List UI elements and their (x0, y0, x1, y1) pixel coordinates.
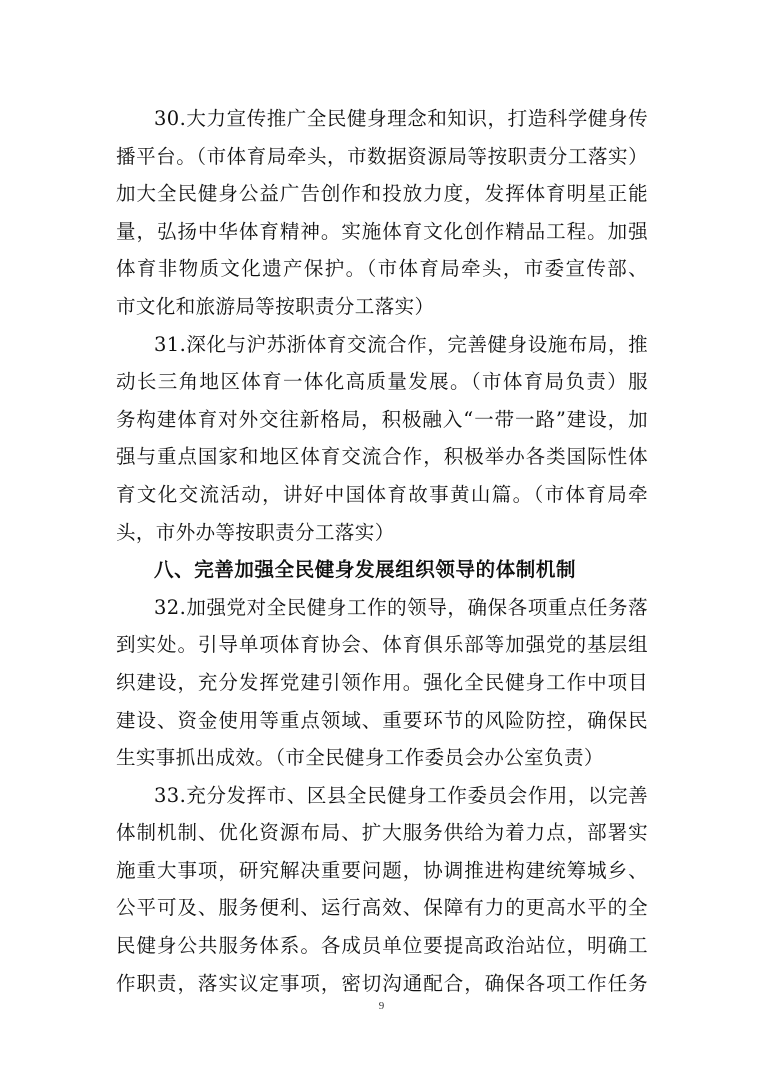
document-body (116, 100, 648, 1002)
paragraph-line: 体育非物质文化遗产保护。（市体育局牵头，市委宣传部、 (116, 257, 648, 281)
paragraph-line: 市文化和旅游局等按职责分工落实） (116, 294, 435, 318)
paragraph-line: 公平可及、服务便利、运行高效、保障有力的更高水平的全 (116, 896, 648, 920)
paragraph-line: 播平台。（市体育局牵头，市数据资源局等按职责分工落实） (116, 144, 648, 168)
paragraph-line: 织建设，充分发挥党建引领作用。强化全民健身工作中项目 (116, 670, 648, 694)
paragraph-line: 到实处。引导单项体育协会、体育俱乐部等加强党的基层组 (116, 633, 648, 657)
paragraph-line: 生实事抓出成效。（市全民健身工作委员会办公室负责） (116, 746, 604, 770)
paragraph-line: 施重大事项，研究解决重要问题，协调推进构建统筹城乡、 (116, 858, 648, 882)
paragraph-line: 量，弘扬中华体育精神。实施体育文化创作精品工程。加强 (116, 219, 648, 243)
paragraph-line: 31.深化与沪苏浙体育交流合作，完善健身设施布局，推 (154, 332, 648, 356)
paragraph-line: 32.加强党对全民健身工作的领导，确保各项重点任务落 (154, 595, 648, 619)
page-number: 9 (378, 1000, 385, 1012)
paragraph-line: 育文化交流活动，讲好中国体育故事黄山篇。（市体育局牵 (116, 482, 648, 506)
paragraph-line: 强与重点国家和地区体育交流合作，积极举办各类国际性体 (116, 445, 648, 469)
paragraph-line: 动长三角地区体育一体化高质量发展。（市体育局负责）服 (116, 370, 648, 394)
paragraph-31 (116, 326, 648, 552)
paragraph-line: 加大全民健身公益广告创作和投放力度，发挥体育明星正能 (116, 182, 648, 206)
paragraph-line: 体制机制、优化资源布局、扩大服务供给为着力点，部署实 (116, 821, 648, 845)
paragraph-line: 30.大力宣传推广全民健身理念和知识，打造科学健身传 (154, 107, 648, 130)
paragraph-line: 作职责，落实议定事项，密切沟通配合，确保各项工作任务 (116, 971, 648, 995)
paragraph-line: 民健身公共服务体系。各成员单位要提高政治站位，明确工 (116, 934, 648, 958)
paragraph-line: 建设、资金使用等重点领域、重要环节的风险防控，确保民 (116, 708, 648, 732)
section-heading-8 (116, 551, 648, 589)
paragraph-30 (116, 100, 648, 326)
paragraph-line: 头，市外办等按职责分工落实） (116, 520, 395, 544)
paragraph-32 (116, 589, 648, 777)
section-heading: 八、完善加强全民健身发展组织领导的体制机制 (154, 558, 577, 582)
paragraph-line: 33.充分发挥市、区县全民健身工作委员会作用，以完善 (154, 783, 648, 807)
paragraph-line: 务构建体育对外交往新格局，积极融入“一带一路”建设，加 (116, 407, 648, 431)
paragraph-33 (116, 777, 648, 1003)
